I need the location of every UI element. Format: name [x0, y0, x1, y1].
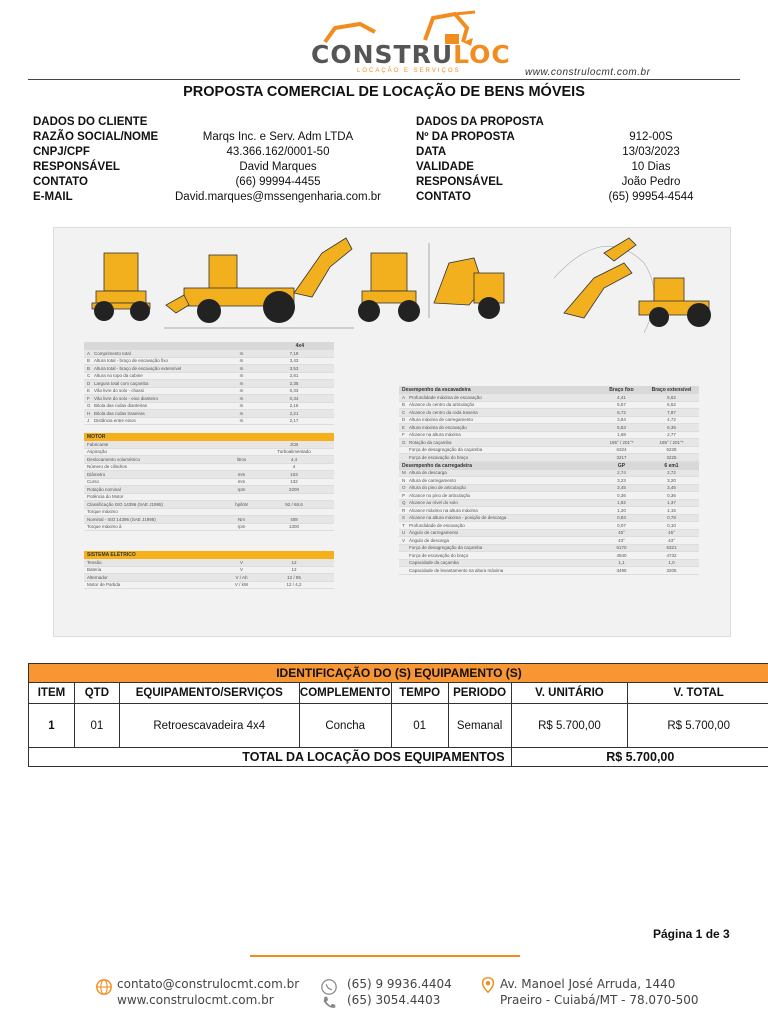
spec-row: Alternador V / Ah 12 / 95 — [84, 574, 334, 582]
footer-divider — [250, 955, 520, 957]
spec-row: Capacidade de levantamento na altura máxima 3495 3205 — [399, 567, 699, 575]
footer-phone-2[interactable]: (65) 3054.4403 — [347, 993, 441, 1007]
performance-table — [399, 386, 699, 575]
client-heading: DADOS DO CLIENTE — [33, 116, 148, 128]
electric-header: SISTEMA ELÉTRICO — [84, 551, 334, 559]
spec-row: A Comprimento total m 7,19 — [84, 350, 334, 358]
dimensions-table — [84, 342, 334, 589]
excavator-perf-header: Desempenho da escavadeira Braço fixo Braço extensível — [399, 386, 699, 394]
spec-row: Aspiração Turboalimentado — [84, 449, 334, 457]
client-value: David.marques@mssengenharia.com.br — [175, 191, 381, 203]
spec-row: B Alcance do centro da articulação 5,57 6,52 — [399, 402, 699, 410]
proposal-value: 912-00S — [629, 131, 673, 143]
spec-row: G Rotação da caçamba 185° / 201°* 185° / 201°* — [399, 439, 699, 447]
client-label: RESPONSÁVEL — [33, 161, 120, 173]
spec-row: V Ângulo de descarga 43° 43° — [399, 537, 699, 545]
spec-row: C Altura no topo da cabine m 2,81 — [84, 373, 334, 381]
spec-row: Torque máximo à rpm 1300 — [84, 524, 334, 532]
proposal-label: VALIDADE — [416, 161, 474, 173]
spec-row: M Altura de descarga 2,74 2,72 — [399, 470, 699, 478]
spec-sheet-image — [53, 227, 731, 637]
spec-row: P Alcance no pino de articulação 0,36 0,36 — [399, 492, 699, 500]
spec-row: T Profundidade de escavação 0,07 0,10 — [399, 522, 699, 530]
table-cell: R$ 5.700,00 — [511, 704, 628, 748]
client-value: Marqs Inc. e Serv. Adm LTDA — [202, 131, 354, 143]
spec-row: O Altura do pino de articulação 3,45 3,45 — [399, 485, 699, 493]
column-header: TEMPO — [391, 683, 448, 704]
equipment-section-title: IDENTIFICAÇÃO DO (S) EQUIPAMENTO (S) — [29, 664, 768, 683]
proposal-value: João Pedro — [621, 176, 681, 188]
table-row — [29, 704, 768, 748]
spec-row: E Altura máxima de escavação 5,53 6,35 — [399, 424, 699, 432]
footer-website[interactable]: www.construlocmt.com.br — [117, 993, 274, 1007]
brand-name: CONSTRULOC — [311, 40, 511, 69]
spec-row: Potência do Motor — [84, 494, 334, 502]
spec-row: Força de escavação do braço 3217 3225 — [399, 454, 699, 462]
table-cell: Concha — [299, 704, 391, 748]
phone-icon — [320, 994, 338, 1012]
footer-email[interactable]: contato@construlocmt.com.br — [117, 977, 300, 991]
equipment-table — [28, 663, 768, 767]
column-header: ITEM — [29, 683, 75, 704]
location-pin-icon — [479, 976, 497, 994]
total-value: R$ 5.700,00 — [511, 748, 768, 767]
column-header: COMPLEMENTO — [299, 683, 391, 704]
spec-row: B Altura total - braço de escavação extensível m 3,53 — [84, 365, 334, 373]
proposal-label: Nº DA PROPOSTA — [416, 131, 515, 143]
header-website: www.construlocmt.com.br — [525, 67, 651, 78]
page-number: Página 1 de 3 — [653, 927, 730, 941]
spec-row: Tensão V 12 — [84, 559, 334, 567]
spec-row: R Alcance máximo na altura máxima 1,20 1,15 — [399, 507, 699, 515]
client-label: CNPJ/CPF — [33, 146, 90, 158]
spec-row: F Alcance na altura máxima 1,68 2,77 — [399, 432, 699, 440]
spec-row: Diâmetro mm 103 — [84, 471, 334, 479]
spec-row: Bateria V 12 — [84, 567, 334, 575]
machine-drawings — [84, 233, 734, 333]
proposal-value: (65) 99954-4544 — [608, 191, 694, 203]
document-title: PROPOSTA COMERCIAL DE LOCAÇÃO DE BENS MÓVEIS — [183, 84, 585, 100]
spec-row: D Largura total com caçamba m 2,35 — [84, 380, 334, 388]
spec-row: J Distância entre eixos m 2,17 — [84, 418, 334, 426]
proposal-value: 13/03/2023 — [622, 146, 680, 158]
table-cell: R$ 5.700,00 — [628, 704, 768, 748]
spec-row: Deslocamento volumétrico litros 4,4 — [84, 456, 334, 464]
client-label: CONTATO — [33, 176, 88, 188]
proposal-label: DATA — [416, 146, 447, 158]
column-header: V. TOTAL — [628, 683, 768, 704]
spec-row: S Alcance na altura máxima - posição de descarga 0,83 0,78 — [399, 515, 699, 523]
spec-row: Número de cilindros 4 — [84, 464, 334, 472]
spec-row: F Vão livre do solo - eixo dianteiro m 0,34 — [84, 395, 334, 403]
column-header: QTD — [74, 683, 119, 704]
spec-row: U Ângulo de carregamento 45° 45° — [399, 530, 699, 538]
footer-address-2: Praeiro - Cuiabá/MT - 78.070-500 — [500, 993, 699, 1007]
spec-row: D Altura máxima de carregamento 3,84 4,72 — [399, 417, 699, 425]
proposal-label: RESPONSÁVEL — [416, 176, 503, 188]
spec-row: G Bitola das rodas dianteiras m 2,16 — [84, 403, 334, 411]
motor-header: MOTOR — [84, 433, 334, 441]
table-cell: Semanal — [448, 704, 511, 748]
client-label: E-MAIL — [33, 191, 73, 203]
spec-row: Nominal - ISO 14396 (SAE J1995) Nm 408 — [84, 516, 334, 524]
proposal-label: CONTATO — [416, 191, 471, 203]
table-cell: 01 — [391, 704, 448, 748]
spec-row: Q Alcance ao nível do solo 1,82 1,37 — [399, 500, 699, 508]
spec-row: C Alcance do centro da roda traseira 6,72 7,87 — [399, 409, 699, 417]
footer-phone-1[interactable]: (65) 9 9936.4404 — [347, 977, 452, 991]
header-divider — [28, 79, 740, 80]
column-header: PERIODO — [448, 683, 511, 704]
spec-row: Capacidade da caçamba 1,1 1,0 — [399, 560, 699, 568]
company-logo — [305, 10, 511, 74]
client-label: RAZÃO SOCIAL/NOME — [33, 131, 159, 143]
footer-address-1: Av. Manoel José Arruda, 1440 — [500, 977, 676, 991]
column-header: V. UNITÁRIO — [511, 683, 628, 704]
proposal-heading: DADOS DA PROPOSTA — [416, 116, 544, 128]
client-value: David Marques — [239, 161, 317, 173]
client-value: (66) 99994-4455 — [235, 176, 321, 188]
spec-row: A Profundidade máxima de escavação 4,41 5,62 — [399, 394, 699, 402]
spec-row: Fabricante JCB — [84, 441, 334, 449]
spec-row: Classificação ISO 14396 (SAE J1995) hp/kW 92 / 68,6 — [84, 501, 334, 509]
spec-row: Motor de Partida V / kW 12 / 4,2 — [84, 582, 334, 590]
table-cell: Retroescavadeira 4x4 — [119, 704, 299, 748]
table-cell: 1 — [29, 704, 75, 748]
table-cell: 01 — [74, 704, 119, 748]
column-header: EQUIPAMENTO/SERVIÇOS — [119, 683, 299, 704]
loader-perf-header: Desempenho da carregadeira GP 6 em1 — [399, 462, 699, 470]
proposal-value: 10 Dias — [631, 161, 671, 173]
dimensions-col-header: 4x4 — [84, 342, 334, 350]
spec-row: E Vão livre do solo - chassi m 0,33 — [84, 388, 334, 396]
spec-row: Força de escavação do braço 4940 4732 — [399, 552, 699, 560]
globe-icon — [95, 978, 113, 996]
spec-row: N Altura de carregamento 3,23 3,20 — [399, 477, 699, 485]
brand-tagline: LOCAÇÃO E SERVIÇOS — [357, 68, 461, 74]
spec-row: H Bitola das rodas traseiras m 2,21 — [84, 410, 334, 418]
spec-row: Torque máximo — [84, 509, 334, 517]
spec-row: B Altura total - braço de escavação fixo m 3,43 — [84, 358, 334, 366]
spec-row: Força de desagregação da caçamba 6324 6228 — [399, 447, 699, 455]
spec-row: Força de desagregação da caçamba 6170 6321 — [399, 545, 699, 553]
total-label: TOTAL DA LOCAÇÃO DOS EQUIPAMENTOS — [29, 748, 512, 767]
spec-row: Curso mm 132 — [84, 479, 334, 487]
client-value: 43.366.162/0001-50 — [226, 146, 330, 158]
spec-row: Rotação nominal rpm 2200 — [84, 486, 334, 494]
